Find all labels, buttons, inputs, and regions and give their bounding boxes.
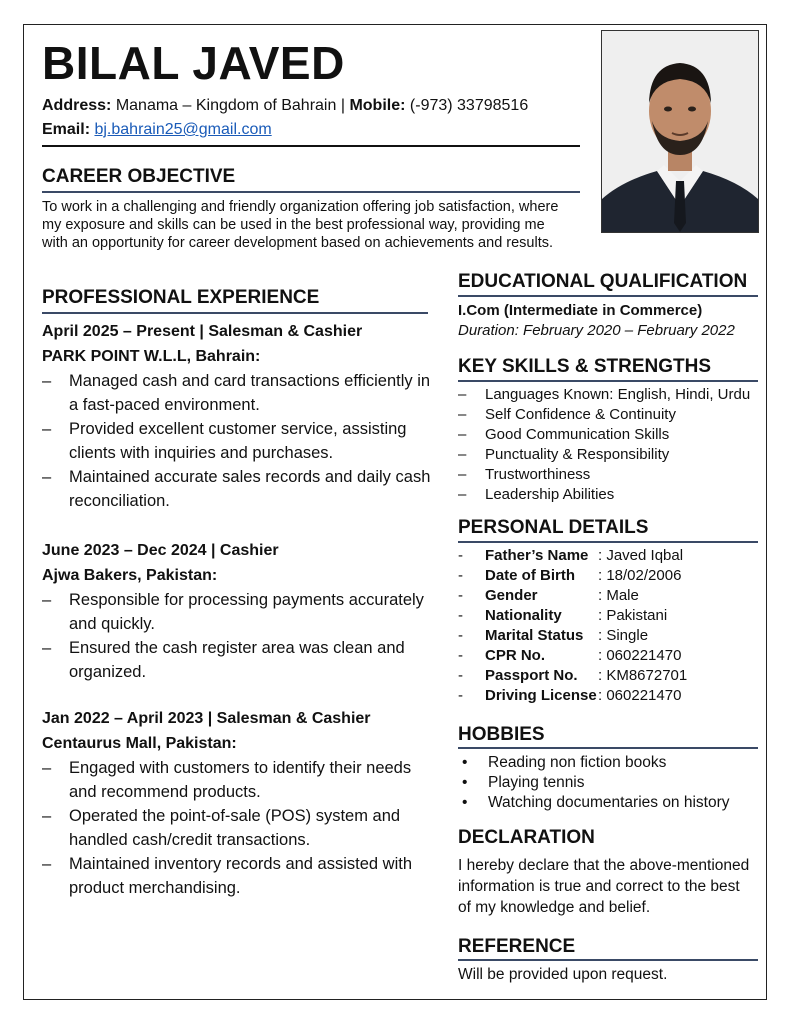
hobbies-heading: HOBBIES xyxy=(458,724,545,745)
skill-item: – Trustworthiness xyxy=(458,465,750,485)
email-line xyxy=(42,120,272,140)
header-divider xyxy=(42,145,580,147)
detail-value: : 060221470 xyxy=(598,687,682,704)
objective-line: To work in a challenging and friendly organization offering job satisfaction, where xyxy=(42,199,559,215)
career-objective-text xyxy=(42,198,592,252)
detail-value: : 18/02/2006 xyxy=(598,567,682,584)
detail-label: CPR No. xyxy=(485,647,545,664)
experience-heading: PROFESSIONAL EXPERIENCE xyxy=(42,287,320,308)
detail-value: : KM8672701 xyxy=(598,667,688,684)
declaration-line: of my knowledge and belief. xyxy=(458,899,651,916)
detail-bullet: - xyxy=(458,587,463,604)
objective-line: my exposure and skills can be used in the best professional way, providing me xyxy=(42,217,545,233)
job-entry xyxy=(42,709,442,900)
education-rule xyxy=(458,295,758,297)
hobby-item: • Playing tennis xyxy=(458,773,730,793)
skills-rule xyxy=(458,380,758,382)
job-duties xyxy=(42,369,442,513)
declaration-heading: DECLARATION xyxy=(458,827,595,848)
job-entry xyxy=(42,322,442,513)
skills-list xyxy=(458,385,750,505)
detail-label: Passport No. xyxy=(485,667,578,684)
reference-rule xyxy=(458,959,758,961)
personal-details-table xyxy=(458,546,687,706)
job-company: Ajwa Bakers, Pakistan: xyxy=(42,567,218,584)
hobby-item: • Watching documentaries on history xyxy=(458,793,730,813)
email-label: Email: xyxy=(42,121,91,138)
hobbies-list xyxy=(458,753,730,813)
duty-item: – Managed cash and card transactions efficiently in a fast-paced environment. xyxy=(42,369,442,417)
email-link[interactable]: bj.bahrain25@gmail.com xyxy=(94,121,272,138)
detail-label: Father’s Name xyxy=(485,547,589,564)
education-duration: Duration: February 2020 – February 2022 xyxy=(458,322,735,339)
candidate-name: BILAL JAVED xyxy=(42,37,345,89)
duty-item: – Maintained inventory records and assisted with product merchandising. xyxy=(42,852,442,900)
job-duties xyxy=(42,756,442,900)
profile-photo xyxy=(601,30,759,233)
duty-item: – Maintained accurate sales records and daily cash reconciliation. xyxy=(42,465,442,513)
career-objective-heading: CAREER OBJECTIVE xyxy=(42,166,236,187)
contact-separator: | xyxy=(340,97,345,114)
detail-bullet: - xyxy=(458,667,463,684)
job-company: PARK POINT W.L.L, Bahrain: xyxy=(42,348,261,365)
experience-rule xyxy=(42,312,428,314)
detail-bullet: - xyxy=(458,647,463,664)
detail-label: Date of Birth xyxy=(485,567,575,584)
hobby-item: • Reading non fiction books xyxy=(458,753,730,773)
duty-item: – Ensured the cash register area was clean and organized. xyxy=(42,636,442,684)
education-heading: EDUCATIONAL QUALIFICATION xyxy=(458,271,748,292)
detail-value: : Male xyxy=(598,587,639,604)
contact-line xyxy=(42,96,528,116)
detail-bullet: - xyxy=(458,567,463,584)
detail-label: Nationality xyxy=(485,607,562,624)
detail-bullet: - xyxy=(458,687,463,704)
detail-value: : Pakistani xyxy=(598,607,668,624)
mobile-label: Mobile: xyxy=(349,97,406,114)
job-duties xyxy=(42,588,442,684)
personal-heading: PERSONAL DETAILS xyxy=(458,517,649,538)
job-entry xyxy=(42,541,442,684)
career-objective-rule xyxy=(42,191,580,193)
detail-bullet: - xyxy=(458,547,463,564)
detail-bullet: - xyxy=(458,607,463,624)
detail-value: : Single xyxy=(598,627,649,644)
personal-rule xyxy=(458,541,758,543)
objective-line: with an opportunity for career development based on achievements and results. xyxy=(42,235,554,251)
job-period: April 2025 – Present | Salesman & Cashier xyxy=(42,323,363,340)
detail-row xyxy=(458,666,687,686)
detail-row xyxy=(458,626,687,646)
declaration-text xyxy=(458,855,749,918)
hobbies-rule xyxy=(458,747,758,749)
detail-label: Gender xyxy=(485,587,538,604)
job-period: Jan 2022 – April 2023 | Salesman & Cashier xyxy=(42,710,371,727)
detail-row xyxy=(458,546,687,566)
detail-label: Marital Status xyxy=(485,627,584,644)
duty-item: – Operated the point-of-sale (POS) system and handled cash/credit transactions. xyxy=(42,804,442,852)
portrait-image xyxy=(602,31,758,232)
detail-value: : Javed Iqbal xyxy=(598,547,684,564)
skill-item: – Languages Known: English, Hindi, Urdu xyxy=(458,385,750,405)
job-company: Centaurus Mall, Pakistan: xyxy=(42,735,237,752)
skill-item: – Self Confidence & Continuity xyxy=(458,405,750,425)
declaration-line: I hereby declare that the above-mentioned xyxy=(458,857,750,874)
duty-item: – Provided excellent customer service, assisting clients with inquiries and purchases. xyxy=(42,417,442,465)
detail-bullet: - xyxy=(458,627,463,644)
education-degree: I.Com (Intermediate in Commerce) xyxy=(458,302,703,319)
address-label: Address: xyxy=(42,97,112,114)
reference-text: Will be provided upon request. xyxy=(458,966,668,983)
skill-item: – Good Communication Skills xyxy=(458,425,750,445)
skills-heading: KEY SKILLS & STRENGTHS xyxy=(458,356,712,377)
duty-item: – Engaged with customers to identify their needs and recommend products. xyxy=(42,756,442,804)
detail-label: Driving License xyxy=(485,687,597,704)
detail-row xyxy=(458,566,687,586)
skill-item: – Leadership Abilities xyxy=(458,485,750,505)
detail-value: : 060221470 xyxy=(598,647,682,664)
skill-item: – Punctuality & Responsibility xyxy=(458,445,750,465)
mobile-value: (-973) 33798516 xyxy=(409,97,529,114)
job-period: June 2023 – Dec 2024 | Cashier xyxy=(42,542,279,559)
detail-row xyxy=(458,606,687,626)
detail-row xyxy=(458,686,687,706)
address-value: Manama – Kingdom of Bahrain xyxy=(115,97,337,114)
resume-page xyxy=(23,24,767,1000)
education-block xyxy=(458,301,735,341)
detail-row xyxy=(458,586,687,606)
duty-item: – Responsible for processing payments accurately and quickly. xyxy=(42,588,442,636)
reference-heading: REFERENCE xyxy=(458,936,576,957)
detail-row xyxy=(458,646,687,666)
declaration-line: information is true and correct to the best xyxy=(458,878,740,895)
